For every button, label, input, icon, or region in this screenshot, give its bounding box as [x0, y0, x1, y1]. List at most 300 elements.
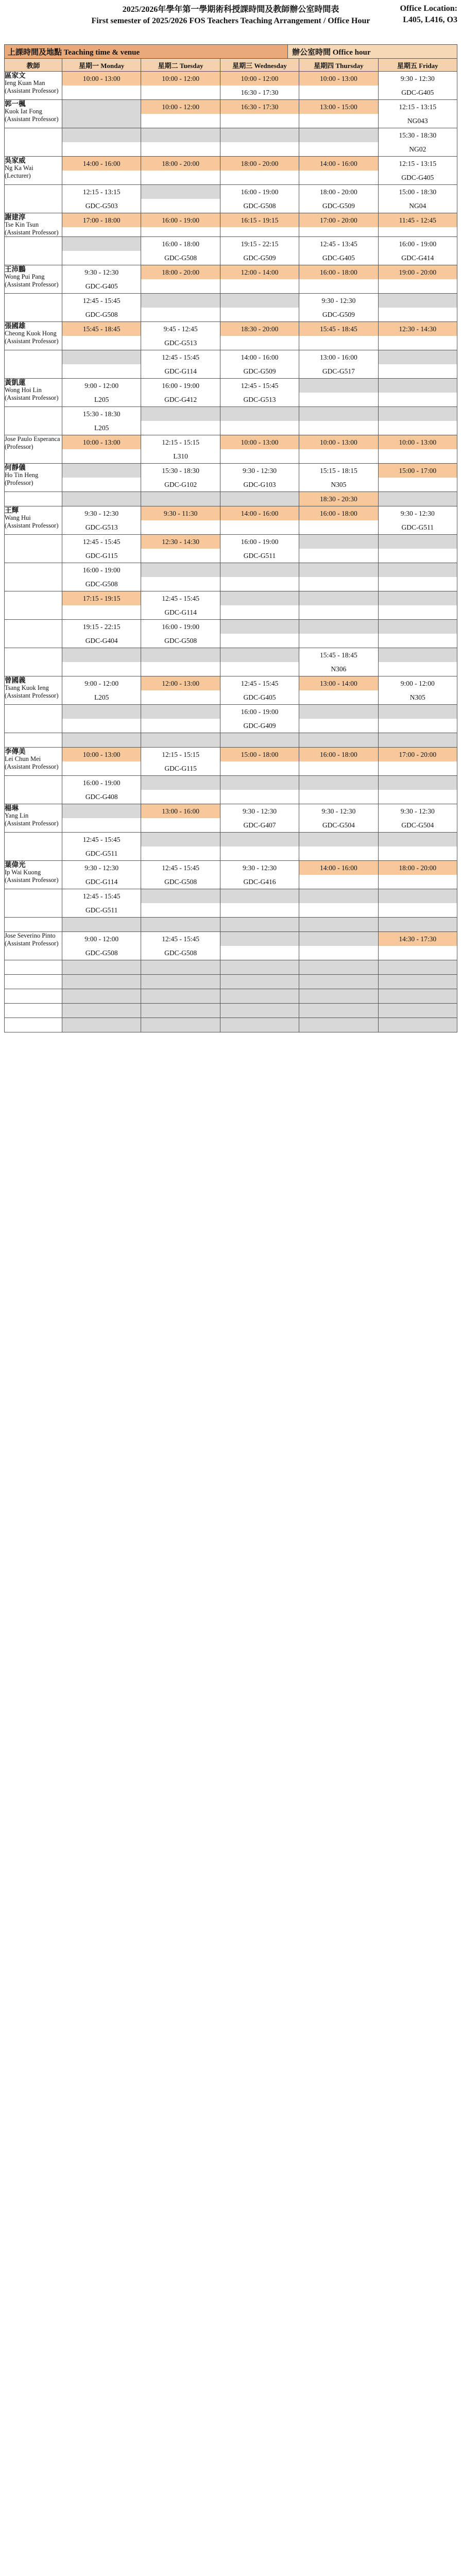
slot-cell-mon [62, 237, 141, 265]
slot-cell-tue [141, 591, 220, 620]
slot-cell-mon [62, 294, 141, 322]
slot-cell-tue [141, 776, 220, 804]
time-slot: 16:00 - 19:00 [141, 379, 219, 393]
slot-cell-fri [378, 889, 457, 918]
time-slot: 12:45 - 15:45 [220, 379, 299, 393]
slot-cell-fri [378, 748, 457, 776]
time-slot: 9:30 - 12:30 [220, 464, 299, 478]
slot-cell-fri [378, 407, 457, 435]
time-slot [62, 733, 141, 747]
time-slot [141, 492, 219, 506]
time-slot [141, 128, 219, 142]
teacher-en: Ng Ka Wai [5, 164, 33, 172]
time-slot: 12:00 - 14:00 [220, 265, 299, 279]
time-slot: 12:30 - 14:30 [379, 322, 457, 336]
time-slot [379, 294, 457, 308]
table-header-row [5, 59, 457, 72]
slot-cell-mon [62, 265, 141, 294]
time-slot: GDC-G508 [141, 251, 219, 265]
time-slot: GDC-G503 [62, 199, 141, 213]
slot-cell-thu [299, 918, 378, 932]
time-slot [220, 960, 299, 974]
teacher-title: (Assistant Professor) [5, 87, 59, 94]
slot-cell-thu [299, 72, 378, 100]
slot-cell-wed [220, 918, 299, 932]
slot-cell-tue [141, 804, 220, 833]
time-slot: GDC-G405 [379, 171, 457, 184]
time-slot [299, 975, 378, 989]
office-hour-banner: 辦公室時間 Office hour [288, 45, 457, 58]
slot-cell-fri [378, 804, 457, 833]
slot-cell-tue [141, 464, 220, 492]
time-slot: 15:00 - 18:00 [220, 748, 299, 761]
teacher-name-cell [5, 157, 62, 185]
slot-cell-wed [220, 833, 299, 861]
time-slot [141, 889, 219, 903]
time-slot: 12:00 - 13:00 [141, 676, 219, 690]
slot-cell-mon [62, 932, 141, 960]
table-row [5, 620, 457, 648]
slot-cell-wed [220, 100, 299, 128]
time-slot: N306 [299, 662, 378, 676]
teacher-name-cell [5, 889, 62, 918]
teacher-en: Ip Wai Kuong [5, 869, 41, 876]
time-slot [299, 932, 378, 946]
slot-cell-tue [141, 620, 220, 648]
slot-cell-wed [220, 185, 299, 213]
slot-cell-thu [299, 733, 378, 748]
teacher-title: (Assistant Professor) [5, 115, 59, 123]
slot-cell-wed [220, 620, 299, 648]
slot-cell-thu [299, 648, 378, 676]
time-slot [379, 591, 457, 605]
slot-cell-tue [141, 932, 220, 960]
slot-cell-wed [220, 861, 299, 889]
slot-cell-fri [378, 506, 457, 535]
time-slot: 15:45 - 18:45 [299, 648, 378, 662]
slot-cell-fri [378, 932, 457, 960]
time-slot: GDC-G513 [62, 520, 141, 534]
teacher-title: (Assistant Professor) [5, 940, 59, 947]
slot-cell-fri [378, 265, 457, 294]
table-row [5, 705, 457, 733]
slot-cell-tue [141, 918, 220, 932]
slot-cell-mon [62, 889, 141, 918]
slot-cell-tue [141, 733, 220, 748]
time-slot: 13:00 - 16:00 [141, 804, 219, 818]
teacher-en: Ho Tin Heng [5, 471, 39, 479]
slot-cell-tue [141, 435, 220, 464]
table-row [5, 975, 457, 989]
time-slot [220, 648, 299, 662]
teacher-en: Kuok Iat Fong [5, 108, 42, 115]
teacher-zh: 區家文 [5, 72, 26, 79]
time-slot: GDC-G102 [141, 478, 219, 492]
slot-cell-mon [62, 350, 141, 379]
time-slot: 19:00 - 20:00 [379, 265, 457, 279]
time-slot: 16:00 - 18:00 [299, 265, 378, 279]
table-row [5, 804, 457, 833]
time-slot: 10:00 - 13:00 [62, 435, 141, 449]
teacher-name-cell [5, 918, 62, 932]
table-row [5, 932, 457, 960]
time-slot: 10:00 - 12:00 [141, 100, 219, 114]
time-slot [62, 464, 141, 478]
slot-cell-thu [299, 506, 378, 535]
slot-cell-wed [220, 322, 299, 350]
slot-cell-wed [220, 535, 299, 563]
time-slot [299, 591, 378, 605]
slot-cell-thu [299, 960, 378, 975]
teacher-name-cell [5, 535, 62, 563]
teacher-zh: 吳家威 [5, 157, 26, 164]
time-slot [62, 705, 141, 719]
time-slot: 15:30 - 18:30 [379, 128, 457, 142]
time-slot [299, 114, 378, 128]
time-slot: 15:45 - 18:45 [62, 322, 141, 336]
table-row [5, 733, 457, 748]
time-slot: 13:00 - 16:00 [299, 350, 378, 364]
time-slot: GDC-G114 [141, 364, 219, 378]
table-row [5, 128, 457, 157]
slot-cell-thu [299, 492, 378, 506]
teacher-title: (Assistant Professor) [5, 229, 59, 236]
slot-cell-wed [220, 748, 299, 776]
time-slot: 16:00 - 19:00 [379, 237, 457, 251]
time-slot: N305 [299, 478, 378, 492]
slot-cell-fri [378, 833, 457, 861]
time-slot: 9:30 - 11:30 [141, 506, 219, 520]
time-slot [379, 975, 457, 989]
table-row [5, 535, 457, 563]
slot-cell-mon [62, 591, 141, 620]
slot-cell-thu [299, 989, 378, 1004]
time-slot: 17:00 - 20:00 [299, 213, 378, 227]
slot-cell-thu [299, 322, 378, 350]
teacher-title: (Assistant Professor) [5, 394, 59, 401]
time-slot: GDC-G103 [220, 478, 299, 492]
slot-cell-thu [299, 435, 378, 464]
slot-cell-fri [378, 294, 457, 322]
slot-cell-mon [62, 213, 141, 237]
time-slot [141, 648, 219, 662]
time-slot [220, 128, 299, 142]
table-row [5, 1018, 457, 1032]
teacher-zh: 張國雄 [5, 322, 26, 330]
time-slot: NG02 [379, 142, 457, 156]
time-slot: 9:30 - 12:30 [379, 506, 457, 520]
time-slot [141, 733, 219, 747]
time-slot: 12:45 - 15:45 [62, 833, 141, 846]
time-slot: 10:00 - 12:00 [141, 72, 219, 86]
slot-cell-fri [378, 535, 457, 563]
slot-cell-mon [62, 804, 141, 833]
teacher-name-cell [5, 861, 62, 889]
time-slot [299, 989, 378, 1003]
slot-cell-mon [62, 620, 141, 648]
time-slot: 9:30 - 12:30 [220, 861, 299, 875]
time-slot: 16:00 - 19:00 [220, 535, 299, 549]
table-row [5, 157, 457, 185]
slot-cell-fri [378, 918, 457, 932]
page-title-en: First semester of 2025/2026 FOS Teachers Teaching Arrangement / Office Hour [91, 16, 370, 25]
teacher-en: Tsang Kuok Ieng [5, 684, 49, 691]
slot-cell-mon [62, 185, 141, 213]
time-slot [299, 889, 378, 903]
table-row [5, 185, 457, 213]
col-header-friday: 星期五 Friday [378, 59, 457, 72]
time-slot: 16:15 - 19:15 [220, 213, 299, 227]
teacher-title: (Assistant Professor) [5, 763, 59, 770]
time-slot: GDC-G511 [62, 903, 141, 917]
time-slot: 12:45 - 15:45 [141, 861, 219, 875]
time-slot: GDC-G416 [220, 875, 299, 889]
time-slot [141, 918, 219, 931]
slot-cell-fri [378, 591, 457, 620]
slot-cell-tue [141, 861, 220, 889]
time-slot [141, 185, 219, 199]
teacher-zh: 郭一楓 [5, 100, 26, 108]
slot-cell-mon [62, 918, 141, 932]
slot-cell-thu [299, 676, 378, 705]
slot-cell-thu [299, 932, 378, 960]
time-slot: GDC-G508 [62, 946, 141, 960]
slot-cell-mon [62, 989, 141, 1004]
time-slot [220, 1004, 299, 1018]
slot-cell-thu [299, 861, 378, 889]
slot-cell-mon [62, 861, 141, 889]
teacher-name-cell [5, 350, 62, 379]
slot-cell-mon [62, 128, 141, 157]
col-header-monday: 星期一 Monday [62, 59, 141, 72]
slot-cell-mon [62, 379, 141, 407]
table-row [5, 350, 457, 379]
time-slot: GDC-G115 [62, 549, 141, 563]
time-slot: 15:30 - 18:30 [141, 464, 219, 478]
slot-cell-tue [141, 237, 220, 265]
time-slot [62, 350, 141, 364]
time-slot: GDC-G509 [299, 199, 378, 213]
time-slot: 17:00 - 20:00 [379, 748, 457, 761]
slot-cell-thu [299, 620, 378, 648]
time-slot [62, 1018, 141, 1032]
time-slot: GDC-G405 [299, 251, 378, 265]
time-slot: 13:00 - 14:00 [299, 676, 378, 690]
slot-cell-thu [299, 237, 378, 265]
time-slot: 15:15 - 18:15 [299, 464, 378, 478]
teacher-name-cell [5, 1004, 62, 1018]
teacher-title: (Assistant Professor) [5, 337, 59, 345]
slot-cell-wed [220, 676, 299, 705]
teacher-name-cell [5, 804, 62, 833]
time-slot: 9:45 - 12:45 [141, 322, 219, 336]
time-slot: GDC-G414 [379, 251, 457, 265]
slot-cell-mon [62, 563, 141, 591]
time-slot [379, 350, 457, 364]
time-slot [379, 535, 457, 549]
slot-cell-tue [141, 157, 220, 185]
time-slot: 12:45 - 15:45 [62, 889, 141, 903]
slot-cell-thu [299, 889, 378, 918]
time-slot [379, 620, 457, 634]
time-slot: 17:00 - 18:00 [62, 213, 141, 227]
slot-cell-thu [299, 804, 378, 833]
slot-cell-mon [62, 1018, 141, 1032]
slot-cell-wed [220, 932, 299, 960]
time-slot: 9:00 - 12:00 [379, 676, 457, 690]
slot-cell-wed [220, 464, 299, 492]
teacher-name-cell [5, 379, 62, 407]
time-slot: GDC-G508 [62, 308, 141, 321]
time-slot: NG043 [379, 114, 457, 128]
teacher-name-cell [5, 265, 62, 294]
slot-cell-thu [299, 748, 378, 776]
teacher-name-cell [5, 72, 62, 100]
table-row [5, 776, 457, 804]
slot-cell-fri [378, 435, 457, 464]
slot-cell-thu [299, 535, 378, 563]
slot-cell-fri [378, 1018, 457, 1032]
time-slot: 15:30 - 18:30 [62, 407, 141, 421]
teacher-name-cell [5, 100, 62, 128]
office-label: Office Location: [400, 4, 457, 13]
slot-cell-thu [299, 705, 378, 733]
slot-cell-wed [220, 804, 299, 833]
teacher-title: (Assistant Professor) [5, 692, 59, 699]
teacher-en: Yang Lin [5, 812, 29, 819]
time-slot [379, 733, 457, 747]
time-slot: 9:00 - 12:00 [62, 932, 141, 946]
time-slot: GDC-G509 [220, 364, 299, 378]
slot-cell-fri [378, 237, 457, 265]
time-slot [62, 975, 141, 989]
col-header-thursday: 星期四 Thursday [299, 59, 378, 72]
slot-cell-mon [62, 960, 141, 975]
table-row [5, 591, 457, 620]
time-slot [220, 620, 299, 634]
teacher-name-cell [5, 128, 62, 157]
time-slot: 12:15 - 13:15 [379, 157, 457, 171]
table-row [5, 861, 457, 889]
time-slot [220, 975, 299, 989]
slot-cell-fri [378, 100, 457, 128]
teacher-name-cell [5, 733, 62, 748]
time-slot: 12:45 - 15:45 [62, 535, 141, 549]
time-slot: GDC-G404 [62, 634, 141, 648]
time-slot: GDC-G114 [141, 605, 219, 619]
slot-cell-tue [141, 889, 220, 918]
teacher-name-cell [5, 960, 62, 975]
table-row [5, 960, 457, 975]
time-slot [220, 932, 299, 946]
time-slot: 18:00 - 20:00 [379, 861, 457, 875]
time-slot: 18:00 - 20:00 [141, 157, 219, 171]
teacher-name-cell [5, 1018, 62, 1032]
slot-cell-thu [299, 776, 378, 804]
table-row [5, 407, 457, 435]
time-slot [220, 1018, 299, 1032]
teacher-name-cell [5, 748, 62, 776]
teacher-en: Wong Hoi Lin [5, 386, 42, 394]
slot-cell-thu [299, 833, 378, 861]
teacher-name-cell [5, 435, 62, 464]
teaching-banner: 上課時間及地點 Teaching time & venue [5, 45, 288, 58]
time-slot: GDC-G408 [62, 790, 141, 804]
time-slot: GDC-G405 [220, 690, 299, 704]
time-slot [141, 960, 219, 974]
time-slot: GDC-G508 [62, 577, 141, 591]
teacher-name-cell [5, 975, 62, 989]
col-header-teacher: 教師 [5, 59, 62, 72]
time-slot [379, 960, 457, 974]
time-slot [379, 563, 457, 577]
time-slot: 12:15 - 15:15 [141, 435, 219, 449]
slot-cell-wed [220, 265, 299, 294]
slot-cell-tue [141, 185, 220, 213]
slot-cell-thu [299, 100, 378, 128]
slot-cell-wed [220, 213, 299, 237]
teacher-name-cell [5, 464, 62, 492]
teacher-name-cell [5, 591, 62, 620]
slot-cell-tue [141, 506, 220, 535]
teacher-name-cell [5, 322, 62, 350]
slot-cell-fri [378, 72, 457, 100]
slot-cell-fri [378, 705, 457, 733]
time-slot: 12:45 - 15:45 [141, 350, 219, 364]
time-slot: L205 [62, 421, 141, 435]
slot-cell-thu [299, 213, 378, 237]
slot-cell-fri [378, 563, 457, 591]
slot-cell-mon [62, 676, 141, 705]
time-slot: GDC-G412 [141, 393, 219, 406]
slot-cell-thu [299, 379, 378, 407]
teacher-zh: 謝建淳 [5, 213, 26, 221]
table-row [5, 322, 457, 350]
time-slot [299, 407, 378, 421]
time-slot: 10:00 - 12:00 [220, 72, 299, 86]
slot-cell-fri [378, 492, 457, 506]
table-row [5, 889, 457, 918]
slot-cell-tue [141, 492, 220, 506]
slot-cell-wed [220, 705, 299, 733]
time-slot: N305 [379, 690, 457, 704]
time-slot [141, 294, 219, 308]
slot-cell-wed [220, 889, 299, 918]
schedule-body [5, 72, 457, 1032]
teacher-en: Ieng Kuan Man [5, 79, 45, 87]
slot-cell-fri [378, 128, 457, 157]
time-slot: 9:30 - 12:30 [379, 804, 457, 818]
teacher-zh: 曾國義 [5, 676, 26, 684]
schedule-table [4, 58, 457, 1032]
time-slot [220, 918, 299, 931]
time-slot: 16:00 - 18:00 [299, 748, 378, 761]
table-row [5, 464, 457, 492]
time-slot [141, 86, 219, 99]
time-slot: GDC-G508 [141, 634, 219, 648]
slot-cell-wed [220, 733, 299, 748]
teacher-title: (Professor) [5, 443, 33, 450]
slot-cell-fri [378, 620, 457, 648]
slot-cell-mon [62, 1004, 141, 1018]
teacher-name-cell [5, 648, 62, 676]
teacher-en: Lei Chun Mei [5, 755, 41, 762]
slot-cell-tue [141, 72, 220, 100]
time-slot: 18:00 - 20:00 [220, 157, 299, 171]
time-slot [299, 1018, 378, 1032]
time-slot: 12:15 - 13:15 [62, 185, 141, 199]
time-slot: 12:15 - 15:15 [141, 748, 219, 761]
